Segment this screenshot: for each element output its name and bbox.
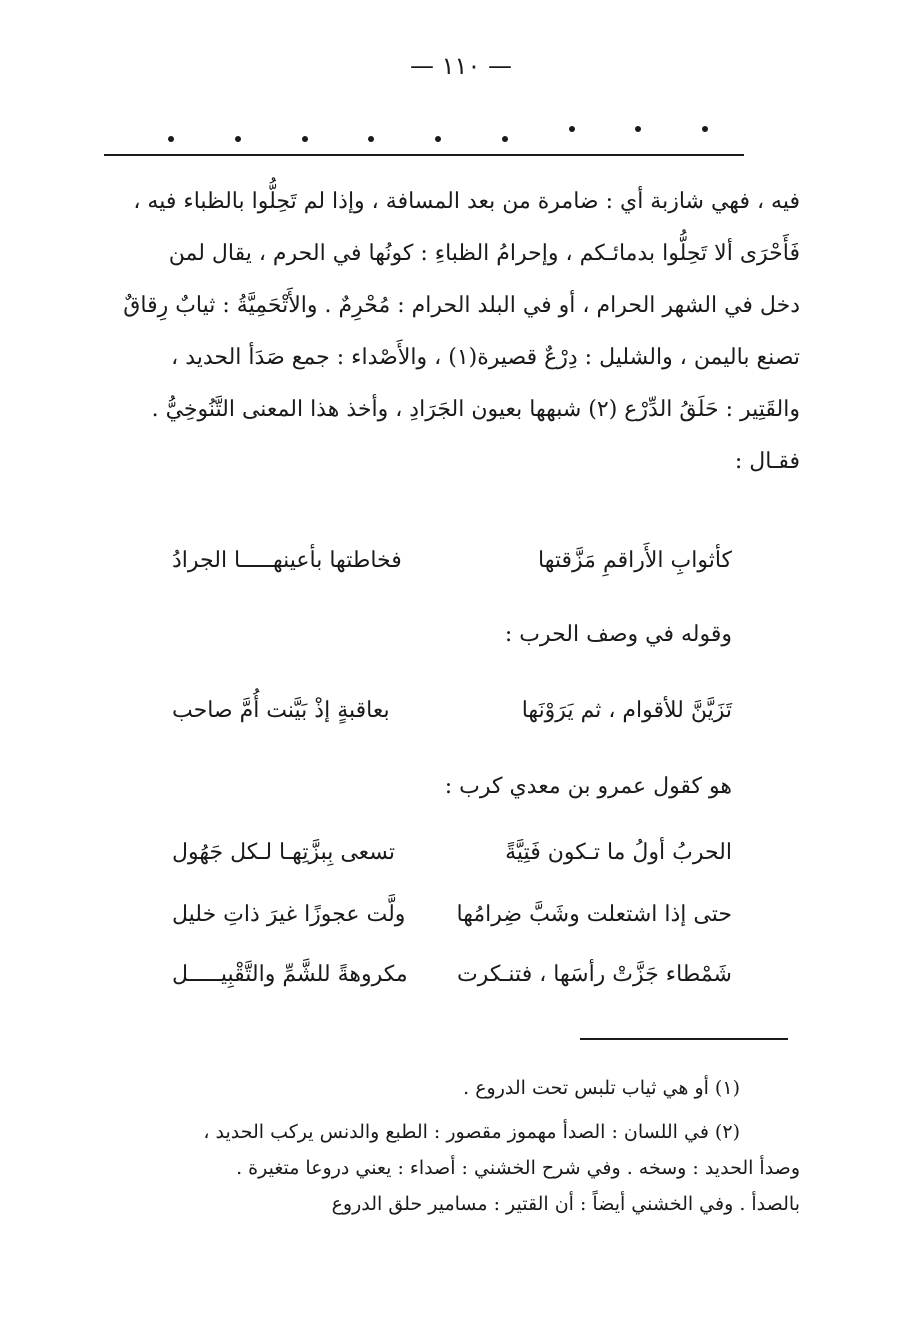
- page-number: — ١١٠ —: [410, 52, 512, 80]
- footnotes-block: [110, 1070, 800, 1222]
- prose-line: دخل في الشهر الحرام ، أو في البلد الحرام : مُحْرِمٌ . والأَتْحَمِيَّةُ : ثيابٌ رِقاقٌ: [123, 293, 800, 318]
- verse-line: [172, 548, 732, 573]
- verse-hemistich: فخاطتها بأعينهـــــا الجرادُ: [172, 548, 402, 573]
- verse-line: [172, 698, 732, 723]
- ornament-dot: [302, 136, 308, 142]
- ornament-dot: [368, 136, 374, 142]
- verse-line: [172, 902, 732, 927]
- footnote-line: (١) أو هي ثياب تلبس تحت الدروع .: [463, 1077, 740, 1099]
- ornament-dot: [702, 126, 708, 132]
- verse-hemistich: حتى إذا اشتعلت وشَبَّ ضِرامُها: [456, 902, 732, 927]
- verse-hemistich: ولَّت عجوزًا غيرَ ذاتِ خليل: [172, 902, 406, 927]
- verse-hemistich: كأثوابِ الأَراقمِ مَزَّقتها: [538, 548, 732, 573]
- prose-block: [112, 176, 800, 488]
- verse-hemistich: شَمْطاء جَزَّتْ رأسَها ، فتنـكرت: [456, 962, 732, 987]
- verse-line: [172, 840, 732, 865]
- verse-hemistich: بعاقبةٍ إذْ بَيَّنت أُمَّ صاحب: [172, 698, 390, 723]
- footnote-line: (٢) في اللسان : الصدأ مهموز مقصور : الطبع والدنس يركب الحديد ،: [203, 1121, 740, 1143]
- footnote-line: بالصدأ . وفي الخشني أيضاً : أن القتير : مسامير حلق الدروع: [331, 1193, 800, 1215]
- verse-hemistich: الحربُ أولُ ما تـكون فَتِيَّةً: [505, 840, 732, 865]
- ornament-dot: [569, 126, 575, 132]
- header-rule: [104, 154, 744, 156]
- footnote-line: وصدأ الحديد : وسخه . وفي شرح الخشني : أصداء : يعني دروعا متغيرة .: [236, 1157, 800, 1179]
- verse-intro: هو كقول عمرو بن معدي كرب :: [444, 774, 732, 799]
- prose-line: فقـال :: [734, 449, 800, 474]
- verse-hemistich: تسعى بِبزَّتِهـا لـكل جَهُول: [172, 840, 396, 865]
- ornament-dot: [635, 126, 641, 132]
- ornament-dot: [435, 136, 441, 142]
- prose-line: فَأَحْرَى ألا تَحِلُّوا بدمائـكم ، وإحرامُ الظباءِ : كونُها في الحرم ، يقال لمن: [168, 241, 800, 266]
- ornament-dot: [502, 136, 508, 142]
- verse-intro: وقوله في وصف الحرب :: [504, 622, 732, 647]
- ornament-dot: [235, 136, 241, 142]
- prose-line: فيه ، فهي شازبة أي : ضامرة من بعد المسافة ، وإذا لم تَحِلُّوا بالظباء فيه ،: [133, 189, 800, 214]
- verse-hemistich: تَزَيَّنَّ للأقوام ، ثم يَرَوْنَها: [521, 698, 732, 723]
- ornament-dots: [168, 124, 708, 154]
- verse-hemistich: مكروهةً للشَّمِّ والتَّقْبِيـــــل: [172, 962, 408, 987]
- prose-line: والقَتِير : حَلَقُ الدِّرْع (٢) شبهها بعيون الجَرَادِ ، وأخذ هذا المعنى التَّنُوخِيُّ .: [151, 397, 800, 422]
- verse-line: [172, 962, 732, 987]
- prose-line: تصنع باليمن ، والشليل : دِرْعٌ قصيرة(١) ، والأَصْداء : جمع صَدَأ الحديد ،: [171, 345, 800, 370]
- footnote-rule: [580, 1038, 788, 1040]
- ornament-dot: [168, 136, 174, 142]
